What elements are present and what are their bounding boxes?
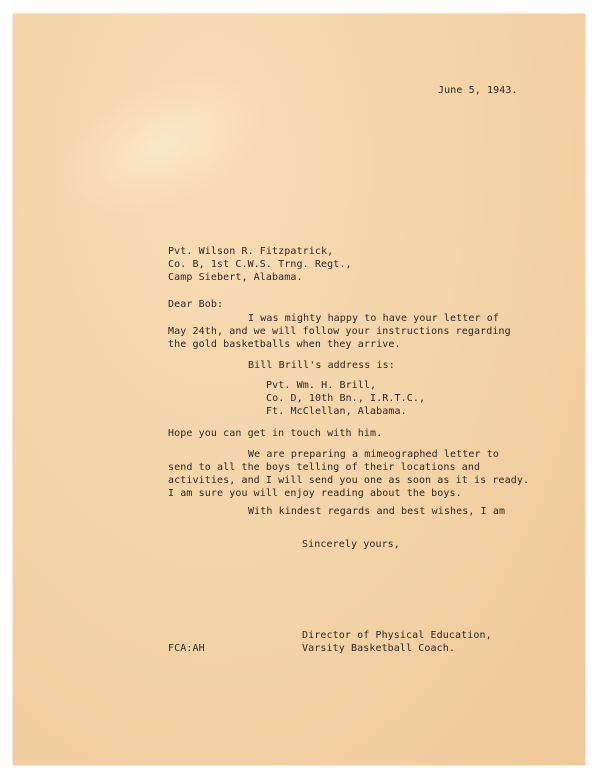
letter-page: [13, 14, 585, 765]
brill-address-line: Ft. McClellan, Alabama.: [266, 406, 407, 417]
reference-initials: FCA:AH: [168, 643, 205, 654]
brill-address-line: Co. D, 10th Bn., I.R.T.C.,: [266, 393, 426, 404]
body-paragraph-line: the gold basketballs when they arrive.: [168, 339, 401, 350]
body-paragraph-line: May 24th, and we will follow your instructions regarding: [168, 326, 511, 337]
body-paragraph-line: I am sure you will enjoy reading about the boys.: [168, 488, 462, 499]
body-paragraph-line: send to all the boys telling of their locations and: [168, 462, 481, 473]
letter-date: June 5, 1943.: [438, 85, 518, 96]
recipient-address-line: Camp Siebert, Alabama.: [168, 272, 303, 283]
brill-address-intro: Bill Brill's address is:: [248, 360, 395, 371]
signature-title-line: Varsity Basketball Coach.: [302, 643, 456, 654]
body-paragraph-line: activities, and I will send you one as soon as it is ready.: [168, 475, 530, 486]
brill-address-line: Pvt. Wm. H. Brill,: [266, 380, 377, 391]
salutation: Dear Bob:: [168, 299, 224, 310]
body-paragraph-line: We are preparing a mimeographed letter to: [248, 449, 499, 460]
body-paragraph-line: I was mighty happy to have your letter of: [248, 313, 499, 324]
paper-glare: [38, 43, 288, 245]
recipient-address-line: Co. B, 1st C.W.S. Trng. Regt.,: [168, 259, 352, 270]
recipient-address-line: Pvt. Wilson R. Fitzpatrick,: [168, 246, 334, 257]
hope-line: Hope you can get in touch with him.: [168, 428, 383, 439]
regards-line: With kindest regards and best wishes, I am: [248, 506, 506, 517]
signature-title-line: Director of Physical Education,: [302, 630, 492, 641]
closing: Sincerely yours,: [302, 539, 400, 550]
